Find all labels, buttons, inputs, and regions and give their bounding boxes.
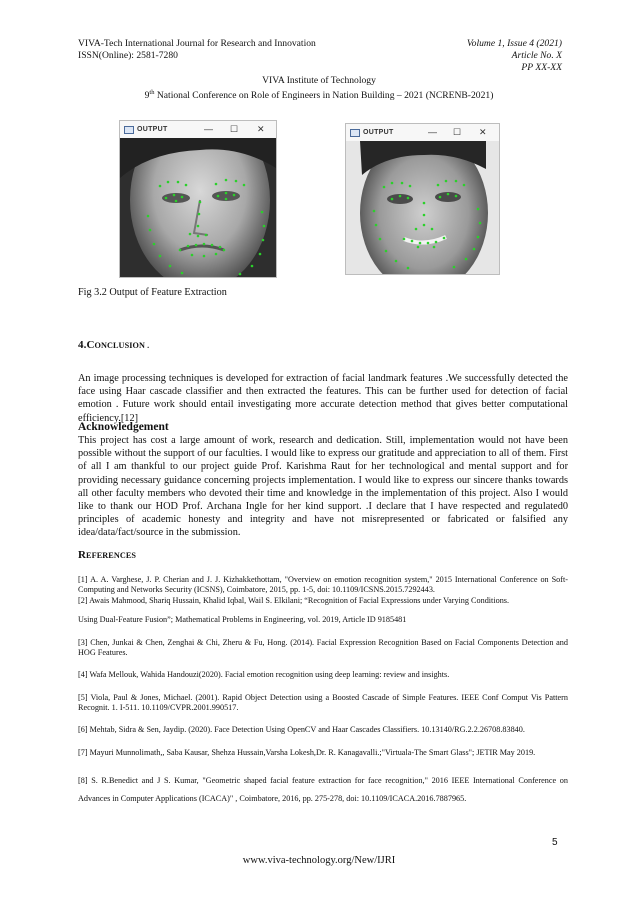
references-heading [78, 549, 136, 561]
conclusion-heading [78, 339, 149, 351]
conference-superscript: th [149, 89, 155, 96]
reference-item-8: [8] S. R.Benedict and J S. Kumar, "Geometric shaped facial feature extraction for face recognition," 2016 IEEE International Conference on Advances in Computer Applications (ICACA)" , Coimbatore, 2016, pp. 275-278, doi: 10.1109/ICACA.2016.7887965. [78, 776, 568, 803]
maximize-icon: ☐ [453, 127, 462, 137]
window-title-bar [346, 124, 499, 141]
reference-item-6: [6] Mehtab, Sidra & Sen, Jaydip. (2020). Face Detection Using OpenCV and Haar Cascades Classifiers. 10.13140/RG.2.2.26708.83840. [78, 725, 525, 734]
close-icon: ✕ [257, 124, 265, 134]
face-photo-right [346, 141, 499, 274]
acknowledgement-paragraph: This project has cost a large amount of work, research and dedication. Still, implementation would not have been possible without the support of our faculties. I would like to express our gratitude and appreciation to all of them. First of all I am thankful to our project guide Prof. Karishma Raut for her technological and mental support and for providing necessary guidance concerning projects implementation. I would like to express our sincere thanks towards all other faculty members who devoted their time and knowledge in the implementation of this project. Also I would like to thank our HOD Prof. Archana Ingle for her kind support. .I declare that I have respected and regulated0 principles of academic honesty and integrity and have not misrepresented or fabricated or falsified any idea/data/fact/source in the submission. [78, 435, 568, 539]
page-number: 5 [552, 837, 558, 848]
volume-issue: Volume 1, Issue 4 (2021) [466, 38, 562, 49]
journal-title: VIVA-Tech International Journal for Research and Innovation [78, 38, 316, 49]
references-heading-rest: EFERENCES [86, 551, 137, 560]
page-range: PP XX-XX [521, 62, 562, 73]
window-app-icon [124, 126, 134, 134]
institute-name: VIVA Institute of Technology [262, 75, 376, 86]
conclusion-heading-initial: C [86, 339, 95, 351]
figure-caption: Fig 3.2 Output of Feature Extraction [78, 287, 227, 298]
article-number: Article No. X [511, 50, 562, 61]
reference-item-4: [4] Wafa Mellouk, Wahida Handouzi(2020). Facial emotion recognition using deep learning: review and insights. [78, 670, 450, 679]
reference-item-2: [2] Awais Mahmood, Shariq Hussain, Khalid Iqbal, Wail S. Elkilani; “Recognition of Facial Expressions under Varying Conditions. [78, 596, 510, 605]
footer-url: www.viva-technology.org/New/IJRI [242, 855, 396, 866]
reference-item-7: [7] Mayuri Munnolimath,, Saba Kausar, Shehza Hussain,Varsha Lokesh,Dr. R. Kanagavalli.;"Virtuala-The Smart Glass"; JETIR May 2019. [78, 748, 536, 757]
window-title: OUTPUT [363, 129, 394, 136]
output-window-left [119, 120, 277, 278]
conference-text: National Conference on Role of Engineers in Nation Building – 2021 (NCRENB-2021) [154, 90, 494, 102]
conclusion-paragraph: An image processing techniques is developed for extraction of facial landmark features .We successfully detected the face using Haar cascade classifier and then extracted the features. This can be further used for detection of facial emotion . Future work should entail investigating more accurate detection method that gives better computational efficiency.[12] [78, 373, 568, 424]
window-app-icon [350, 129, 360, 137]
acknowledgement-heading: Acknowledgement [78, 421, 169, 433]
issn: ISSN(Online): 2581-7280 [78, 50, 178, 61]
reference-item-3: [3] Chen, Junkai & Chen, Zenghai & Chi, Zheru & Fu, Hong. (2014). Facial Expression Recognition Based on Facial Components Detection and HOG Features. [78, 638, 568, 658]
reference-item-5: [5] Viola, Paul & Jones, Michael. (2001). Rapid Object Detection using a Boosted Cascade of Simple Features. IEEE Conf Comput Vis Pattern Recognit. 1. I-511. 10.1109/CVPR.2001.990517. [78, 693, 568, 713]
output-window-right [345, 123, 500, 275]
close-icon: ✕ [479, 127, 487, 137]
minimize-icon: — [204, 124, 213, 134]
reference-item-2-cont: Using Dual-Feature Fusion”; Mathematical Problems in Engineering, vol. 2019, Article ID 9185481 [78, 615, 407, 624]
window-title-bar [120, 121, 276, 138]
face-image-right [346, 141, 499, 274]
face-photo-left [120, 138, 276, 277]
face-image-left [120, 138, 276, 277]
conclusion-heading-number: 4. [78, 339, 87, 351]
minimize-icon: — [428, 127, 437, 137]
conference-name [0, 87, 638, 102]
window-title: OUTPUT [137, 126, 168, 133]
maximize-icon: ☐ [230, 124, 239, 134]
references-heading-initial: R [78, 549, 87, 561]
conclusion-heading-rest: ONCLUSION . [94, 341, 150, 350]
conference-number: 9 [144, 90, 150, 102]
reference-item-1: [1] A. A. Varghese, J. P. Cherian and J. J. Kizhakkethottam, "Overview on emotion recognition system," 2015 International Conference on Soft-Computing and Networks Security (ICSNS), Coimbatore, 2015, pp. 1-5, doi: 10.1109/ICSNS.2015.7292443. [78, 575, 568, 595]
